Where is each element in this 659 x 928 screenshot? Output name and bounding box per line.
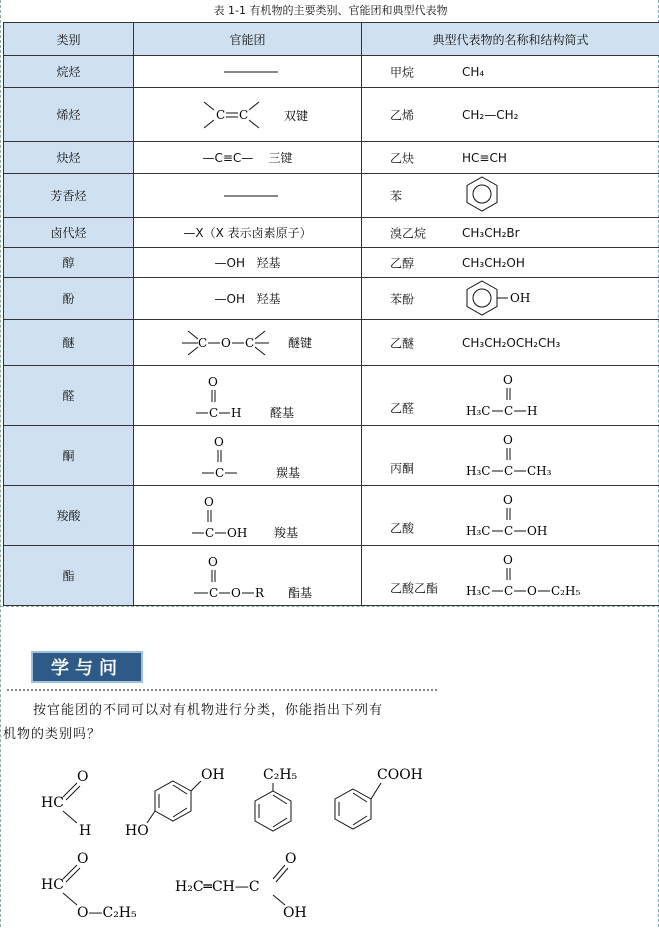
category-cell: 烷烃: [4, 56, 134, 88]
svg-text:O: O: [208, 555, 218, 569]
representative-cell: [362, 486, 659, 546]
svg-text:H₃C: H₃C: [466, 524, 490, 538]
category-cell: 醇: [4, 248, 134, 278]
category-cell: 炔烃: [4, 142, 134, 174]
dotted-divider: [7, 689, 437, 691]
svg-text:O: O: [503, 553, 513, 567]
ethyl-formate-structure: [39, 847, 149, 921]
functional-group-cell: [134, 366, 362, 426]
study-question-section: [1, 606, 659, 928]
category-cell: 醚: [4, 320, 134, 366]
svg-text:H₃C: H₃C: [466, 404, 490, 418]
table-row: [4, 142, 659, 174]
rep-formula: CH₄: [462, 56, 484, 87]
category-cell: 芳香烃: [4, 174, 134, 218]
svg-text:C: C: [198, 336, 207, 350]
representative-cell: [362, 426, 659, 486]
svg-text:C: C: [209, 586, 218, 600]
rep-formula: CH₃CH₂OH: [462, 248, 525, 277]
question-line: 按官能团的不同可以对有机物进行分类，你能指出下列有: [3, 699, 453, 723]
table-row: [4, 366, 659, 426]
svg-text:HC: HC: [41, 877, 64, 893]
rep-name: 甲烷: [390, 63, 414, 80]
table-row: [4, 56, 659, 88]
rep-name: 乙炔: [390, 149, 414, 166]
svg-text:C: C: [504, 524, 513, 538]
functional-group-cell: [134, 486, 362, 546]
functional-group-cell: [134, 174, 362, 218]
dash-line-icon: [138, 62, 358, 82]
svg-text:C: C: [209, 406, 218, 420]
functional-group-cell: —X（X 表示卤素原子）: [134, 218, 362, 248]
representative-cell: [362, 546, 659, 606]
svg-text:R: R: [255, 586, 265, 600]
aldehyde-group-structure: [138, 368, 358, 424]
representative-cell: [362, 366, 659, 426]
svg-text:C: C: [216, 108, 225, 122]
group-formula: —OH: [215, 292, 245, 306]
category-cell: 酯: [4, 546, 134, 606]
category-cell: 酚: [4, 278, 134, 320]
table-row: [4, 278, 659, 320]
svg-text:COOH: COOH: [377, 767, 423, 783]
representative-cell: [362, 88, 659, 142]
table-row: [4, 546, 659, 606]
svg-text:OH: OH: [201, 767, 225, 783]
ethylbenzene-structure: [253, 763, 323, 833]
svg-text:O: O: [77, 851, 88, 867]
svg-text:O: O: [208, 375, 218, 389]
category-cell: 烯烃: [4, 88, 134, 142]
functional-group-cell: [134, 56, 362, 88]
functional-group-cell: [134, 142, 362, 174]
acetaldehyde-structure: [462, 366, 582, 425]
svg-text:O: O: [214, 435, 224, 449]
group-formula: —OH: [215, 256, 245, 270]
svg-text:C: C: [504, 404, 513, 418]
rep-name: 苯酚: [390, 290, 414, 307]
rep-formula: CH₃CH₂Br: [462, 218, 520, 247]
svg-text:H₂C═CH—C: H₂C═CH—C: [175, 879, 260, 895]
acetone-structure: [462, 426, 592, 485]
dash-line-icon: [138, 186, 358, 206]
header-representative: 典型代表物的名称和结构简式: [362, 23, 659, 56]
group-name: 醚键: [288, 335, 312, 350]
table-row: [4, 218, 659, 248]
table-row: [4, 88, 659, 142]
functional-group-cell: [134, 426, 362, 486]
hydroquinone-structure: [123, 763, 233, 839]
svg-text:HC: HC: [41, 795, 64, 811]
representative-cell: [362, 278, 659, 320]
acetic-acid-structure: [462, 486, 592, 545]
representative-cell: [362, 142, 659, 174]
table-row: [4, 486, 659, 546]
svg-text:O: O: [503, 373, 513, 387]
svg-text:O: O: [503, 433, 513, 447]
representative-cell: [362, 248, 659, 278]
svg-text:O: O: [77, 769, 88, 785]
svg-text:O: O: [231, 586, 241, 600]
svg-text:O: O: [503, 493, 513, 507]
rep-name: 苯: [390, 187, 402, 204]
ether-structure: [138, 321, 358, 365]
svg-text:O—C₂H₅: O—C₂H₅: [77, 905, 137, 921]
rep-name: 乙酸乙酯: [390, 580, 438, 597]
question-text: [3, 699, 453, 747]
svg-text:CH₃: CH₃: [527, 464, 552, 478]
svg-text:O: O: [285, 851, 296, 867]
rep-name: 乙醇: [390, 254, 414, 271]
svg-text:H: H: [527, 404, 537, 418]
svg-text:OH: OH: [527, 524, 547, 538]
carbonyl-group-structure: [138, 428, 358, 484]
svg-text:HO: HO: [125, 823, 149, 839]
benzene-ring-icon: [462, 174, 502, 217]
svg-text:H₃C: H₃C: [466, 464, 490, 478]
svg-text:O: O: [527, 584, 537, 598]
question-line: 机物的类别吗？: [3, 723, 453, 747]
group-name: 羰基: [276, 465, 300, 480]
representative-cell: [362, 56, 659, 88]
category-cell: 羧酸: [4, 486, 134, 546]
table-row: [4, 426, 659, 486]
svg-text:C₂H₅: C₂H₅: [551, 584, 580, 598]
representative-cell: [362, 174, 659, 218]
svg-text:C: C: [205, 526, 214, 540]
svg-text:C: C: [239, 108, 248, 122]
header-functional-group: 官能团: [134, 23, 362, 56]
ethyl-acetate-structure: [462, 546, 612, 605]
phenol-structure: [462, 278, 552, 319]
group-name: 醛基: [270, 405, 294, 420]
table-header-row: [4, 23, 659, 56]
group-name: 三键: [269, 151, 293, 165]
svg-text:C: C: [504, 464, 513, 478]
alkene-structure: [138, 90, 358, 140]
group-name: 羟基: [256, 292, 280, 306]
svg-text:C: C: [504, 584, 513, 598]
svg-text:C: C: [245, 336, 254, 350]
group-name: 羟基: [256, 256, 280, 270]
formaldehyde-structure: [39, 765, 109, 837]
functional-group-cell: [134, 320, 362, 366]
rep-name: 乙酸: [390, 520, 414, 537]
benzoic-acid-structure: [331, 763, 431, 833]
group-name: 双键: [284, 108, 308, 123]
category-cell: 卤代烃: [4, 218, 134, 248]
svg-text:C: C: [215, 466, 224, 480]
representative-cell: [362, 320, 659, 366]
group-formula: —C≡C—: [202, 151, 253, 165]
rep-formula: OH: [510, 291, 530, 305]
ester-group-structure: [138, 548, 358, 604]
functional-group-cell: [134, 88, 362, 142]
functional-group-cell: [134, 248, 362, 278]
rep-formula: HC≡CH: [462, 142, 507, 173]
functional-group-cell: [134, 278, 362, 320]
svg-text:H: H: [231, 406, 241, 420]
table-row: [4, 174, 659, 218]
acrylic-acid-structure: [173, 847, 323, 921]
rep-name: 乙醚: [390, 334, 414, 351]
category-cell: 醛: [4, 366, 134, 426]
section-badge: 学与问: [31, 651, 143, 683]
functional-group-table: [3, 22, 659, 606]
rep-name: 乙烯: [390, 106, 414, 123]
svg-text:H₃C: H₃C: [466, 584, 490, 598]
functional-group-cell: [134, 546, 362, 606]
svg-text:OH: OH: [283, 905, 307, 921]
group-name: 酯基: [288, 585, 312, 600]
table-row: [4, 320, 659, 366]
svg-text:O: O: [221, 336, 231, 350]
rep-formula: CH₃CH₂OCH₂CH₃: [462, 320, 560, 365]
svg-text:OH: OH: [227, 526, 247, 540]
rep-name: 溴乙烷: [390, 224, 426, 241]
rep-name: 乙醛: [390, 400, 414, 417]
svg-text:C₂H₅: C₂H₅: [263, 767, 298, 783]
category-cell: 酮: [4, 426, 134, 486]
carboxyl-group-structure: [138, 488, 358, 544]
svg-text:H: H: [79, 823, 91, 837]
rep-name: 丙酮: [390, 460, 414, 477]
rep-formula: CH₂—CH₂: [462, 88, 518, 141]
table-caption: 表 1-1 有机物的主要类别、官能团和典型代表物: [1, 2, 659, 18]
svg-text:O: O: [204, 495, 214, 509]
group-name: 羧基: [274, 525, 298, 540]
representative-cell: [362, 218, 659, 248]
table-row: [4, 248, 659, 278]
header-category: 类别: [4, 23, 134, 56]
